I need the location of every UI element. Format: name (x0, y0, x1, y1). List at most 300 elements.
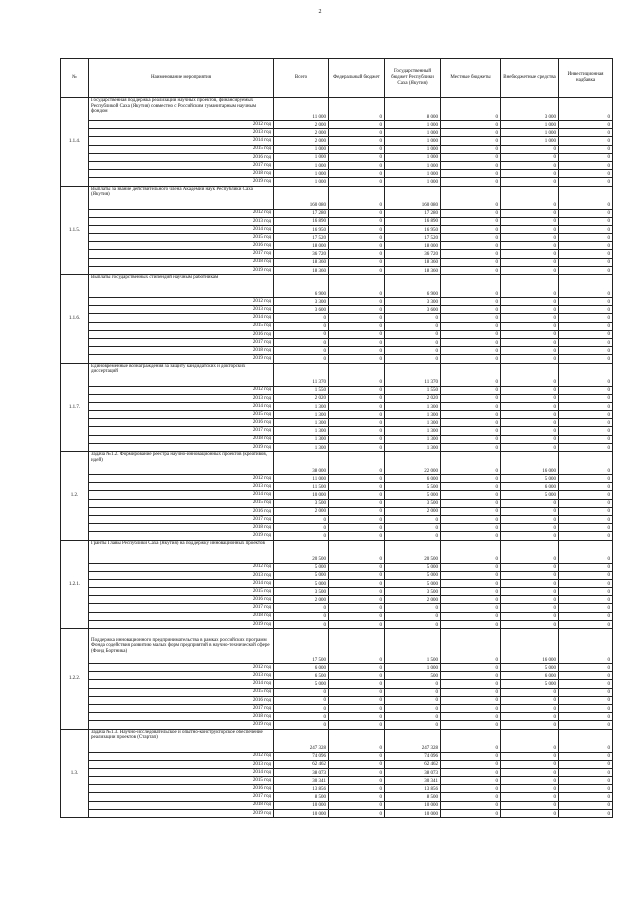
cell-invest: 0 (559, 760, 613, 768)
cell-state: 1 300 (385, 419, 441, 427)
cell-total: 5 000 (274, 563, 329, 571)
cell-total: 38 073 (274, 768, 329, 776)
cell-total: 0 (274, 515, 329, 523)
cell-state: 1 000 (385, 129, 441, 137)
year-row (61, 524, 613, 532)
cell-federal: 0 (329, 258, 385, 266)
cell-invest: 0 (559, 507, 613, 515)
cell-extra: 0 (501, 596, 559, 604)
year-label: 2018 год (89, 524, 274, 532)
year-label: 2012 год (89, 386, 274, 394)
cell-extra: 0 (501, 250, 559, 258)
cell-invest: 0 (559, 491, 613, 499)
year-label: 2013 год (89, 571, 274, 579)
table-row (61, 98, 613, 121)
cell-total: 0 (274, 696, 329, 704)
cell-extra: 0 (501, 145, 559, 153)
row-number: 1.2. (61, 452, 89, 541)
cell-extra: 0 (501, 499, 559, 507)
cell-federal: 0 (329, 121, 385, 129)
cell-state: 1 550 (385, 386, 441, 394)
year-row (61, 129, 613, 137)
cell-total: 2 000 (274, 129, 329, 137)
cell-local: 0 (441, 402, 501, 410)
year-row (61, 563, 613, 571)
cell-federal: 0 (329, 355, 385, 363)
cell-extra: 0 (501, 760, 559, 768)
cell-state: 0 (385, 524, 441, 532)
cell-total: 0 (274, 532, 329, 540)
cell-total: 247 328 (274, 729, 329, 752)
cell-extra: 0 (501, 524, 559, 532)
cell-state: 1 000 (385, 178, 441, 186)
cell-invest: 0 (559, 250, 613, 258)
cell-state: 38 073 (385, 768, 441, 776)
year-label: 2019 год (89, 532, 274, 540)
cell-state: 1 000 (385, 145, 441, 153)
cell-total: 5 000 (274, 579, 329, 587)
cell-state: 18 000 (385, 242, 441, 250)
cell-invest: 0 (559, 402, 613, 410)
year-label: 2014 год (89, 579, 274, 587)
cell-extra: 0 (501, 298, 559, 306)
cell-local: 0 (441, 704, 501, 712)
cell-extra: 0 (501, 443, 559, 451)
year-label: 2013 год (89, 217, 274, 225)
cell-extra: 0 (501, 419, 559, 427)
cell-federal: 0 (329, 363, 385, 386)
cell-federal: 0 (329, 338, 385, 346)
cell-total: 0 (274, 524, 329, 532)
cell-local: 0 (441, 355, 501, 363)
year-label: 2017 год (89, 161, 274, 169)
cell-federal: 0 (329, 178, 385, 186)
cell-invest: 0 (559, 435, 613, 443)
year-row (61, 137, 613, 145)
cell-extra: 0 (501, 161, 559, 169)
cell-state: 0 (385, 620, 441, 628)
cell-total: 0 (274, 620, 329, 628)
cell-invest: 0 (559, 275, 613, 298)
year-row (61, 491, 613, 499)
year-row (61, 475, 613, 483)
cell-invest: 0 (559, 298, 613, 306)
cell-federal: 0 (329, 793, 385, 801)
cell-invest: 0 (559, 225, 613, 233)
cell-local: 0 (441, 145, 501, 153)
cell-total: 18 360 (274, 258, 329, 266)
year-row (61, 672, 613, 680)
year-row (61, 620, 613, 628)
cell-state: 0 (385, 322, 441, 330)
cell-extra: 0 (501, 688, 559, 696)
cell-invest: 0 (559, 768, 613, 776)
cell-extra: 6 000 (501, 672, 559, 680)
year-label: 2015 год (89, 145, 274, 153)
cell-total: 10 000 (274, 809, 329, 817)
year-row (61, 427, 613, 435)
cell-local: 0 (441, 801, 501, 809)
cell-local: 0 (441, 483, 501, 491)
cell-local: 0 (441, 209, 501, 217)
cell-invest: 0 (559, 688, 613, 696)
cell-state: 2 020 (385, 394, 441, 402)
year-label: 2019 год (89, 266, 274, 274)
cell-local: 0 (441, 306, 501, 314)
activity-name: Задача №1.2. Формирование реестра научно-инновационных проектов (креативов, идей) (89, 452, 274, 475)
cell-local: 0 (441, 760, 501, 768)
year-row (61, 298, 613, 306)
cell-total: 11 370 (274, 363, 329, 386)
cell-invest: 0 (559, 411, 613, 419)
cell-federal: 0 (329, 145, 385, 153)
cell-federal: 0 (329, 209, 385, 217)
cell-extra: 5 000 (501, 491, 559, 499)
cell-federal: 0 (329, 777, 385, 785)
table-row (61, 540, 613, 563)
year-row (61, 713, 613, 721)
header-extra: Внебюджетные средства (501, 59, 559, 98)
cell-state: 1 000 (385, 153, 441, 161)
cell-total: 1 000 (274, 170, 329, 178)
cell-total: 0 (274, 347, 329, 355)
cell-federal: 0 (329, 532, 385, 540)
cell-state: 0 (385, 721, 441, 729)
cell-invest: 0 (559, 170, 613, 178)
year-row (61, 258, 613, 266)
year-row (61, 785, 613, 793)
cell-extra: 0 (501, 306, 559, 314)
cell-state: 0 (385, 680, 441, 688)
cell-federal: 0 (329, 499, 385, 507)
year-row (61, 793, 613, 801)
cell-state: 0 (385, 532, 441, 540)
cell-invest: 0 (559, 672, 613, 680)
cell-local: 0 (441, 672, 501, 680)
cell-extra: 0 (501, 435, 559, 443)
cell-state: 3 500 (385, 588, 441, 596)
year-label: 2017 год (89, 704, 274, 712)
cell-state: 1 300 (385, 427, 441, 435)
cell-state: 0 (385, 338, 441, 346)
year-row (61, 443, 613, 451)
cell-total: 2 000 (274, 137, 329, 145)
cell-extra: 0 (501, 713, 559, 721)
cell-federal: 0 (329, 153, 385, 161)
cell-federal: 0 (329, 563, 385, 571)
cell-state: 500 (385, 672, 441, 680)
year-label: 2017 год (89, 338, 274, 346)
cell-federal: 0 (329, 98, 385, 121)
cell-total: 36 720 (274, 250, 329, 258)
cell-extra: 3 000 (501, 98, 559, 121)
cell-extra: 0 (501, 242, 559, 250)
cell-total: 30 341 (274, 777, 329, 785)
cell-federal: 0 (329, 443, 385, 451)
year-row (61, 306, 613, 314)
cell-extra: 0 (501, 507, 559, 515)
cell-extra: 0 (501, 153, 559, 161)
cell-local: 0 (441, 314, 501, 322)
cell-local: 0 (441, 729, 501, 752)
cell-invest: 0 (559, 664, 613, 672)
cell-state: 5 000 (385, 579, 441, 587)
cell-federal: 0 (329, 330, 385, 338)
cell-local: 0 (441, 612, 501, 620)
cell-federal: 0 (329, 729, 385, 752)
cell-extra: 16 000 (501, 629, 559, 664)
cell-invest: 0 (559, 612, 613, 620)
table-row (61, 363, 613, 386)
table-header-row (61, 59, 613, 98)
cell-federal: 0 (329, 129, 385, 137)
cell-federal: 0 (329, 688, 385, 696)
year-row (61, 225, 613, 233)
table-row (61, 275, 613, 298)
year-label: 2012 год (89, 752, 274, 760)
year-label: 2018 год (89, 347, 274, 355)
cell-federal: 0 (329, 427, 385, 435)
cell-extra: 0 (501, 540, 559, 563)
year-label: 2014 год (89, 680, 274, 688)
year-label: 2018 год (89, 258, 274, 266)
cell-federal: 0 (329, 217, 385, 225)
cell-extra: 0 (501, 330, 559, 338)
year-label: 2013 год (89, 394, 274, 402)
cell-total: 160 080 (274, 186, 329, 209)
header-federal: Федеральный бюджет (329, 59, 385, 98)
table-row (61, 729, 613, 752)
cell-extra: 0 (501, 563, 559, 571)
cell-state: 2 000 (385, 507, 441, 515)
cell-local: 0 (441, 563, 501, 571)
year-label: 2015 год (89, 588, 274, 596)
cell-federal: 0 (329, 394, 385, 402)
cell-state: 0 (385, 696, 441, 704)
cell-local: 0 (441, 419, 501, 427)
cell-extra: 0 (501, 427, 559, 435)
cell-extra: 0 (501, 186, 559, 209)
cell-invest: 0 (559, 427, 613, 435)
year-label: 2015 год (89, 234, 274, 242)
activity-name: Выплаты государственных стипендий научным работникам (89, 275, 274, 298)
cell-total: 2 000 (274, 121, 329, 129)
cell-invest: 0 (559, 161, 613, 169)
year-label: 2013 год (89, 129, 274, 137)
cell-federal: 0 (329, 386, 385, 394)
year-label: 2013 год (89, 483, 274, 491)
year-row (61, 760, 613, 768)
cell-local: 0 (441, 524, 501, 532)
year-label: 2014 год (89, 314, 274, 322)
cell-local: 0 (441, 275, 501, 298)
cell-total: 1 000 (274, 178, 329, 186)
cell-total: 3 500 (274, 499, 329, 507)
cell-total: 6 900 (274, 275, 329, 298)
cell-state: 8 000 (385, 98, 441, 121)
cell-state: 10 000 (385, 801, 441, 809)
year-label: 2018 год (89, 713, 274, 721)
cell-federal: 0 (329, 298, 385, 306)
cell-invest: 0 (559, 596, 613, 604)
cell-total: 0 (274, 688, 329, 696)
cell-total: 0 (274, 704, 329, 712)
cell-total: 0 (274, 314, 329, 322)
cell-invest: 0 (559, 785, 613, 793)
year-row (61, 386, 613, 394)
cell-state: 0 (385, 355, 441, 363)
cell-federal: 0 (329, 452, 385, 475)
cell-federal: 0 (329, 604, 385, 612)
cell-extra: 0 (501, 266, 559, 274)
cell-state: 0 (385, 713, 441, 721)
cell-state: 13 856 (385, 785, 441, 793)
cell-state: 17 280 (385, 209, 441, 217)
cell-local: 0 (441, 322, 501, 330)
cell-total: 5 000 (274, 571, 329, 579)
cell-state: 1 500 (385, 629, 441, 664)
cell-local: 0 (441, 170, 501, 178)
cell-invest: 0 (559, 258, 613, 266)
cell-state: 0 (385, 612, 441, 620)
cell-federal: 0 (329, 507, 385, 515)
cell-state: 62 462 (385, 760, 441, 768)
cell-local: 0 (441, 427, 501, 435)
cell-extra: 0 (501, 515, 559, 523)
cell-state: 6 900 (385, 275, 441, 298)
cell-federal: 0 (329, 612, 385, 620)
year-row (61, 250, 613, 258)
cell-total: 18 360 (274, 266, 329, 274)
cell-federal: 0 (329, 620, 385, 628)
cell-state: 3 600 (385, 306, 441, 314)
year-label: 2018 год (89, 170, 274, 178)
cell-invest: 0 (559, 515, 613, 523)
cell-total: 17 280 (274, 209, 329, 217)
cell-total: 62 462 (274, 760, 329, 768)
cell-local: 0 (441, 153, 501, 161)
cell-total: 0 (274, 355, 329, 363)
cell-local: 0 (441, 186, 501, 209)
cell-state: 3 300 (385, 298, 441, 306)
cell-total: 6 500 (274, 672, 329, 680)
row-number: 1.2.1. (61, 540, 89, 629)
cell-local: 0 (441, 532, 501, 540)
activity-name: Единовременные вознаграждения за защиту кандидатских и докторских диссертаций (89, 363, 274, 386)
cell-state: 5 000 (385, 571, 441, 579)
year-row (61, 242, 613, 250)
year-label: 2018 год (89, 801, 274, 809)
year-label: 2017 год (89, 604, 274, 612)
cell-invest: 0 (559, 98, 613, 121)
table-row (61, 452, 613, 475)
cell-extra: 0 (501, 355, 559, 363)
cell-invest: 0 (559, 499, 613, 507)
cell-local: 0 (441, 161, 501, 169)
cell-local: 0 (441, 411, 501, 419)
cell-federal: 0 (329, 435, 385, 443)
cell-invest: 0 (559, 721, 613, 729)
year-label: 2012 год (89, 121, 274, 129)
activity-name: Гранты Главы Республики Саха (Якутия) на поддержку инновационных проектов (89, 540, 274, 563)
cell-invest: 0 (559, 121, 613, 129)
cell-local: 0 (441, 664, 501, 672)
year-row (61, 507, 613, 515)
cell-federal: 0 (329, 672, 385, 680)
cell-extra: 0 (501, 588, 559, 596)
cell-total: 18 000 (274, 242, 329, 250)
cell-federal: 0 (329, 491, 385, 499)
year-row (61, 178, 613, 186)
year-label: 2015 год (89, 688, 274, 696)
cell-invest: 0 (559, 620, 613, 628)
cell-state: 16 890 (385, 217, 441, 225)
cell-federal: 0 (329, 596, 385, 604)
cell-state: 74 096 (385, 752, 441, 760)
cell-federal: 0 (329, 314, 385, 322)
cell-invest: 0 (559, 137, 613, 145)
cell-invest: 0 (559, 571, 613, 579)
cell-total: 16 890 (274, 217, 329, 225)
cell-state: 8 500 (385, 793, 441, 801)
cell-state: 5 500 (385, 483, 441, 491)
cell-extra: 0 (501, 729, 559, 752)
cell-invest: 0 (559, 752, 613, 760)
cell-state: 2 000 (385, 596, 441, 604)
year-label: 2016 год (89, 696, 274, 704)
cell-total: 0 (274, 338, 329, 346)
cell-federal: 0 (329, 752, 385, 760)
year-label: 2019 год (89, 443, 274, 451)
cell-extra: 0 (501, 258, 559, 266)
cell-federal: 0 (329, 704, 385, 712)
year-label: 2018 год (89, 612, 274, 620)
cell-total: 38 000 (274, 452, 329, 475)
table-body (61, 98, 613, 818)
year-row (61, 801, 613, 809)
cell-extra: 5 000 (501, 475, 559, 483)
cell-local: 0 (441, 298, 501, 306)
cell-total: 3 300 (274, 298, 329, 306)
cell-extra: 0 (501, 809, 559, 817)
cell-federal: 0 (329, 524, 385, 532)
cell-state: 10 000 (385, 809, 441, 817)
cell-state: 0 (385, 330, 441, 338)
cell-federal: 0 (329, 629, 385, 664)
year-row (61, 752, 613, 760)
budget-table (60, 58, 613, 818)
row-number: 1.1.4. (61, 98, 89, 187)
cell-state: 18 360 (385, 258, 441, 266)
year-row (61, 145, 613, 153)
row-number: 1.3. (61, 729, 89, 818)
cell-extra: 0 (501, 752, 559, 760)
year-row (61, 688, 613, 696)
year-label: 2012 год (89, 563, 274, 571)
cell-local: 0 (441, 338, 501, 346)
activity-name: Выплаты за звание действительного члена Академии наук Республики Саха (Якутия) (89, 186, 274, 209)
cell-total: 0 (274, 721, 329, 729)
cell-local: 0 (441, 809, 501, 817)
cell-local: 0 (441, 768, 501, 776)
year-label: 2016 год (89, 785, 274, 793)
cell-total: 17 520 (274, 234, 329, 242)
cell-local: 0 (441, 777, 501, 785)
year-row (61, 596, 613, 604)
year-label: 2016 год (89, 596, 274, 604)
cell-federal: 0 (329, 579, 385, 587)
cell-state: 1 000 (385, 161, 441, 169)
